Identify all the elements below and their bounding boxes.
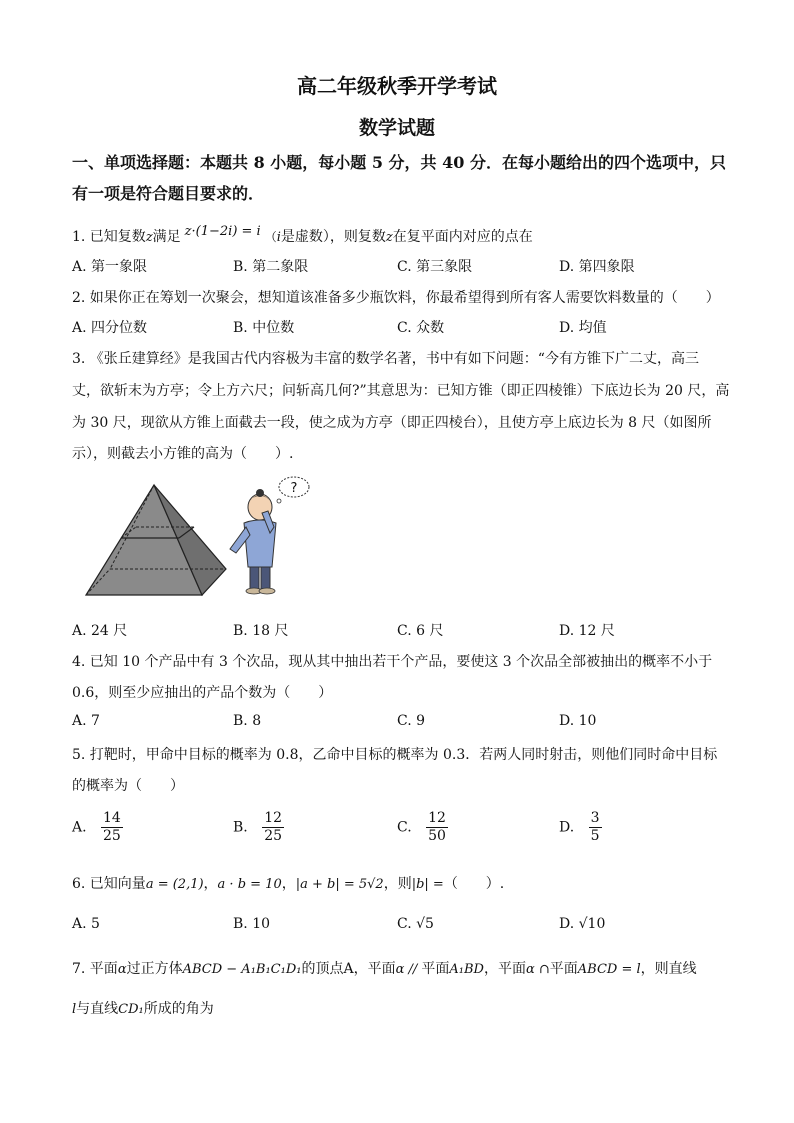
option-c[interactable]: C. $\frac{12}{50}$ (397, 810, 446, 844)
option-c[interactable]: C. 第三象限 (397, 259, 473, 275)
option-b[interactable]: B. $\frac{12}{25}$ (233, 810, 283, 844)
question-3-line3: 为 30 尺，现欲从方锥上面截去一段，使之成为方亭（即正四棱台），且使方亭上底边长为 8 尺（如图所 (72, 415, 712, 431)
question-6: 6. 已知向量a = (2,1)，a · b = 10，|a + b| = 5√2，则|b| =（ ）. (72, 876, 505, 892)
pyramid-illustration (84, 475, 334, 605)
q4-options (72, 713, 732, 733)
question-1: 1. 已知复数z满足 z·(1−2i) = i （i是虚数），则复数z在复平面内对应的点在 (72, 224, 533, 245)
question-7-line1: 7. 平面α过正方体ABCD − A₁B₁C₁D₁的顶点A，平面α // 平面A₁BD，平面α ∩平面ABCD = l，则直线 (72, 961, 697, 977)
question-2: 2. 如果你正在筹划一次聚会，想知道该准备多少瓶饮料，你最希望得到所有客人需要饮料数量的（ ） (72, 290, 720, 306)
option-a[interactable]: A. 5 (72, 916, 100, 932)
option-d[interactable]: D. 均值 (559, 320, 607, 336)
option-c[interactable]: C. √5 (397, 916, 434, 932)
option-a[interactable]: A. 7 (72, 713, 100, 729)
q6-options (72, 916, 732, 936)
fraction: $\frac{14}{25}$ (103, 810, 121, 844)
option-c[interactable]: C. 6 尺 (397, 623, 444, 639)
page-subtitle: 数学试题 (358, 117, 435, 139)
option-b[interactable]: B. 18 尺 (233, 623, 289, 639)
question-3-line2: 丈，欲斩末为方亭；令上方六尺；问斩高几何?”其意思为：已知方锥（即正四棱锥）下底边长为 20 尺，高 (72, 383, 730, 399)
option-d[interactable]: D. 10 (559, 713, 597, 729)
q6-formula-1: a = (2,1) (145, 877, 204, 892)
q1-formula: z·(1−2i) = i (184, 224, 261, 239)
option-d[interactable]: D. 第四象限 (559, 259, 635, 275)
page-title: 高二年级秋季开学考试 (297, 74, 497, 98)
question-7-line2: l与直线CD₁所成的角为 (72, 1001, 214, 1017)
question-5-line2: 的概率为（ ） (72, 778, 184, 794)
section-heading-line1: 一、单项选择题：本题共 8 小题，每小题 5 分，共 40 分．在每小题给出的四个选项中，只 (72, 153, 726, 172)
thought-bubble-text: ? (290, 481, 298, 496)
option-a[interactable]: A. 第一象限 (72, 259, 148, 275)
question-3-line4: 示），则截去小方锥的高为（ ）. (72, 446, 294, 462)
option-c[interactable]: C. 众数 (397, 320, 445, 336)
fraction: $\frac{12}{25}$ (264, 810, 283, 844)
q3-options (72, 620, 732, 640)
question-4-line1: 4. 已知 10 个产品中有 3 个次品，现从其中抽出若干个产品，要使这 3 个次品全部被抽出的概率不小于 (72, 654, 713, 670)
q6-formula-3: |a + b| = 5√2 (295, 877, 384, 892)
section-heading-line2: 有一项是符合题目要求的． (72, 184, 265, 203)
option-d[interactable]: D. $\frac{3}{5}$ (559, 810, 600, 844)
q5-options (72, 810, 732, 850)
q2-options (72, 317, 732, 337)
question-5-line1: 5. 打靶时，甲命中目标的概率为 0.8，乙命中目标的概率为 0.3．若两人同时射击，则他们同时命中目标 (72, 747, 718, 763)
option-b[interactable]: B. 8 (233, 713, 262, 729)
option-a[interactable]: A. 四分位数 (72, 320, 148, 336)
option-b[interactable]: B. 第二象限 (233, 259, 309, 275)
option-b[interactable]: B. 中位数 (233, 320, 295, 336)
option-d[interactable]: D. 12 尺 (559, 623, 615, 639)
question-3-line1: 3. 《张丘建算经》是我国古代内容极为丰富的数学名著，书中有如下问题：“今有方锥下广二丈，高三 (72, 351, 699, 367)
fraction: $\frac{12}{50}$ (428, 810, 446, 844)
q1-var-z: z (145, 230, 153, 245)
q1-options (72, 256, 732, 276)
q6-formula-4: |b| = (411, 877, 444, 892)
option-b[interactable]: B. 10 (233, 916, 271, 932)
option-d[interactable]: D. √10 (559, 916, 606, 932)
question-4-line2: 0.6，则至少应抽出的产品个数为（ ） (72, 685, 333, 701)
q6-formula-2: a · b = 10 (217, 877, 282, 892)
option-c[interactable]: C. 9 (397, 713, 426, 729)
q7-cube: ABCD − A₁B₁C₁D₁ (182, 962, 302, 977)
option-a[interactable]: A. 24 尺 (72, 623, 128, 639)
pyramid-figure (84, 475, 334, 605)
option-a[interactable]: A. $\frac{14}{25}$ (72, 810, 121, 844)
fraction: $\frac{3}{5}$ (590, 810, 600, 844)
